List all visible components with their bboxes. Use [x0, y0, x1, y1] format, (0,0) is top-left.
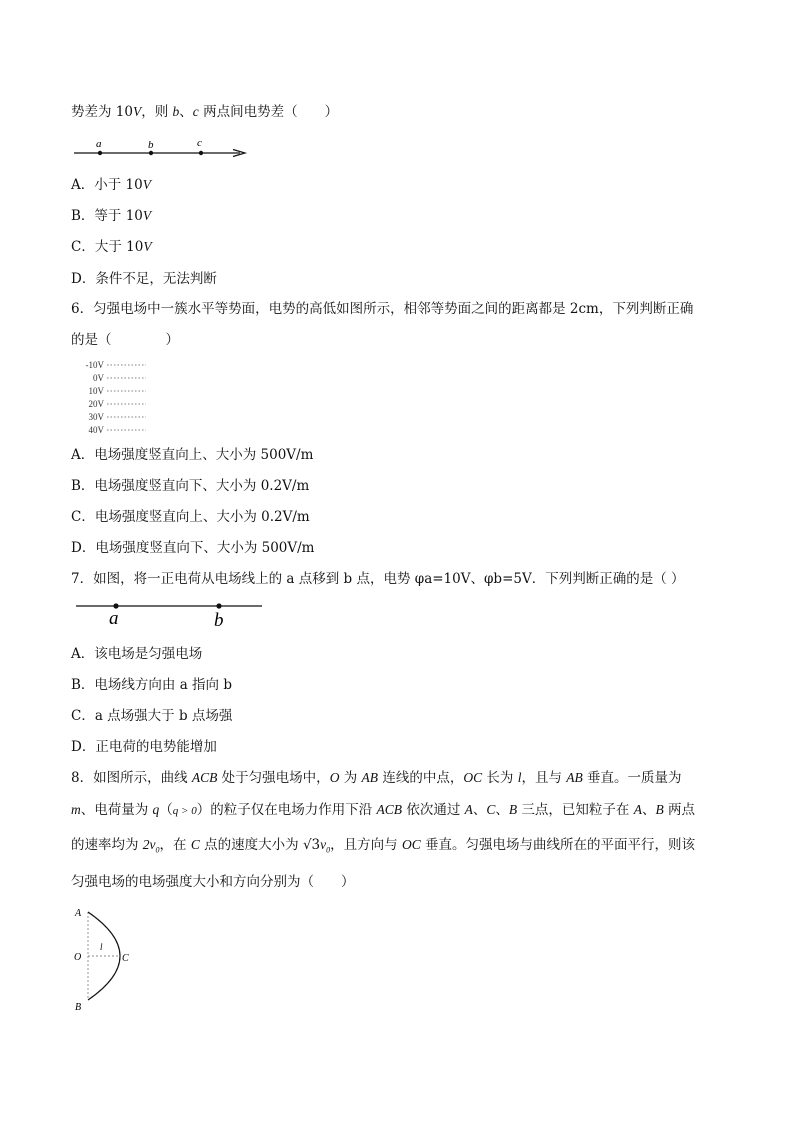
q8-stem-line4: 匀强电场的电场强度大小和方向分别为（ ） [71, 874, 355, 890]
equipotential-label: 0V [93, 373, 104, 383]
q5-option-a: A．小于 10V [71, 177, 151, 193]
q7-option-b: B．电场线方向由 a 指向 b [71, 677, 232, 693]
q6-option-b: B．电场强度竖直向下、大小为 0.2V/m [71, 478, 310, 494]
q8-curve-figure [70, 904, 140, 1016]
q8-stem-line3: 的速率均为 $2v_0$，在 C 点的速度大小为 $√3v_0$，且方向与 OC 垂直。匀强电场与曲线所在的平面平行，则该 [71, 837, 696, 855]
length-label-l: l [100, 942, 103, 952]
q6-equipotential-figure [72, 358, 152, 438]
q6-stem-line2: 的是（ ） [71, 332, 179, 348]
point-label-o: O [74, 952, 82, 963]
q6-option-c: C．电场强度竖直向上、大小为 0.2V/m [71, 509, 310, 525]
point-label-b: b [214, 610, 224, 631]
q7-option-a: A．该电场是匀强电场 [71, 646, 203, 662]
q7-field-line-figure [74, 598, 266, 632]
q7-stem: 7．如图，将一正电荷从电场线上的 a 点移到 b 点，电势 φa=10V、φb=5V．下列判断正确的是（ ） [71, 571, 685, 587]
q5-option-c: C．大于 10V [71, 239, 152, 255]
q6-option-d: D．电场强度竖直向下、大小为 500V/m [71, 540, 315, 556]
q5-field-line-figure [70, 134, 250, 160]
q8-stem-line2: m、电荷量为 q（q > 0）的粒子仅在电场力作用下沿 ACB 依次通过 A、C、B 三点，已知粒子在 A、B 两点 [71, 802, 696, 818]
q7-option-d: D．正电荷的电势能增加 [71, 739, 217, 755]
q7-option-c: C．a 点场强大于 b 点场强 [71, 708, 233, 724]
equipotential-label: 20V [88, 399, 104, 409]
equipotential-label: -10V [85, 360, 104, 370]
point-label-b: B [75, 1002, 82, 1013]
point-label-a: A [75, 908, 82, 919]
q6-option-a: A．电场强度竖直向上、大小为 500V/m [71, 447, 314, 463]
q5-option-b: B．等于 10V [71, 208, 152, 224]
point-label-c: C [122, 953, 129, 964]
equipotential-label: 40V [88, 425, 104, 435]
equipotential-label: 10V [88, 386, 104, 396]
q8-stem-line1: 8．如图所示，曲线 ACB 处于匀强电场中，O 为 AB 连线的中点，OC 长为 l，且与 AB 垂直。一质量为 [71, 770, 682, 786]
equipotential-label: 30V [88, 412, 104, 422]
point-label-a: a [96, 138, 102, 150]
q5-option-d: D．条件不足，无法判断 [71, 271, 217, 287]
point-label-b: b [148, 139, 154, 151]
point-label-c: c [197, 137, 202, 149]
q6-stem-line1: 6．匀强电场中一簇水平等势面，电势的高低如图所示，相邻等势面之间的距离都是 2cm，下列判断正确 [71, 301, 694, 317]
q5-stem: 势差为 10V，则 b、c 两点间电势差（ ） [71, 104, 339, 120]
point-label-a: a [109, 608, 119, 629]
